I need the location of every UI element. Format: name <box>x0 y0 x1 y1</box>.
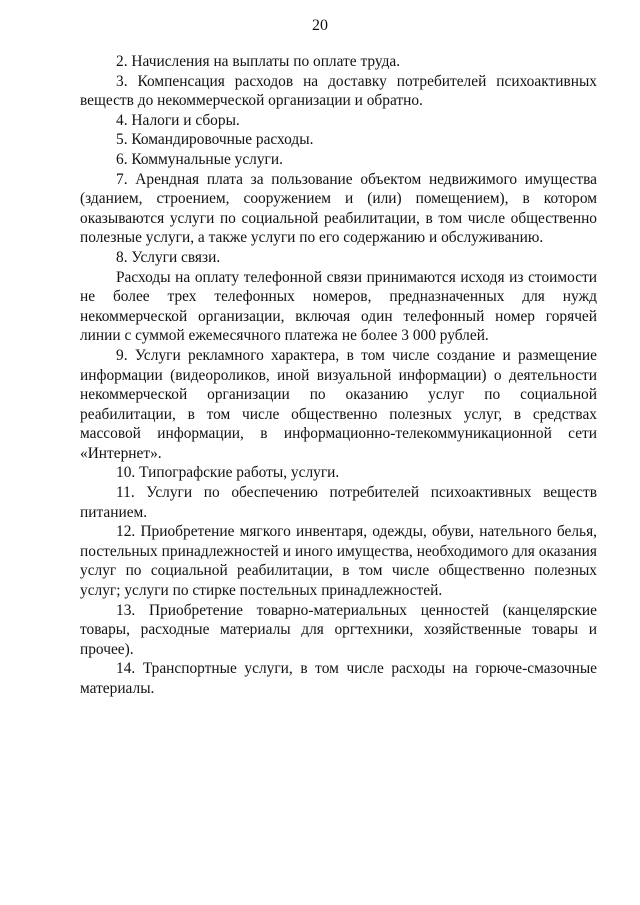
paragraph-item-13: 13. Приобретение товарно-материальных ценностей (канцелярские товары, расходные материалы для оргтехники, хозяйственные товары и прочее). <box>80 601 597 658</box>
paragraph-item-11: 11. Услуги по обеспечению потребителей психоактивных веществ питанием. <box>80 484 597 521</box>
paragraph-item-7: 7. Арендная плата за пользование объектом недвижимого имущества (зданием, строением, сооружением и (или) помещением), в котором оказываются услуги по социальной реабилитации, в том числе общественно полезные услуги, а также услуги по его содержанию и обслуживанию. <box>80 170 597 247</box>
paragraph-item-2: 2. Начисления на выплаты по оплате труда. <box>116 53 401 70</box>
paragraph-item-10: 10. Типографские работы, услуги. <box>116 464 340 482</box>
paragraph-item-12: 12. Приобретение мягкого инвентаря, одежды, обуви, нательного белья, постельных принадлежностей и иного имущества, необходимого для оказания услуг по социальной реабилитации, в том числе общественно полезных услуг; услуги по стирке постельных принадлежностей. <box>80 523 597 600</box>
page-number: 20 <box>312 17 328 34</box>
paragraph-item-14: 14. Транспортные услуги, в том числе расходы на горюче-смазочные материалы. <box>80 660 597 697</box>
paragraph-telephone-costs: Расходы на оплату телефонной связи принимаются исходя из стоимости не более трех телефонных номеров, предназначенных для нужд некоммерческой организации, включая один телефонный номер горячей линии с суммой ежемесячного платежа не более 3 000 рублей. <box>80 268 597 345</box>
paragraph-item-8: 8. Услуги связи. <box>116 248 221 266</box>
document-body <box>80 52 597 699</box>
paragraph-item-6: 6. Коммунальные услуги. <box>116 150 283 168</box>
paragraph-item-3: 3. Компенсация расходов на доставку потребителей психоактивных веществ до некоммерческой организации и обратно. <box>80 72 597 110</box>
paragraph-item-4: 4. Налоги и сборы. <box>116 111 240 129</box>
paragraph-item-5: 5. Командировочные расходы. <box>116 131 314 149</box>
paragraph-item-9: 9. Услуги рекламного характера, в том числе создание и размещение информации (видеороликов, иной визуальной информации) о деятельности некоммерческой организации по оказанию услуг по социальной реабилитации, в том числе общественно полезных услуг, в средствах массовой информации, в информационно-телекоммуникационной сети «Интернет». <box>80 346 597 462</box>
